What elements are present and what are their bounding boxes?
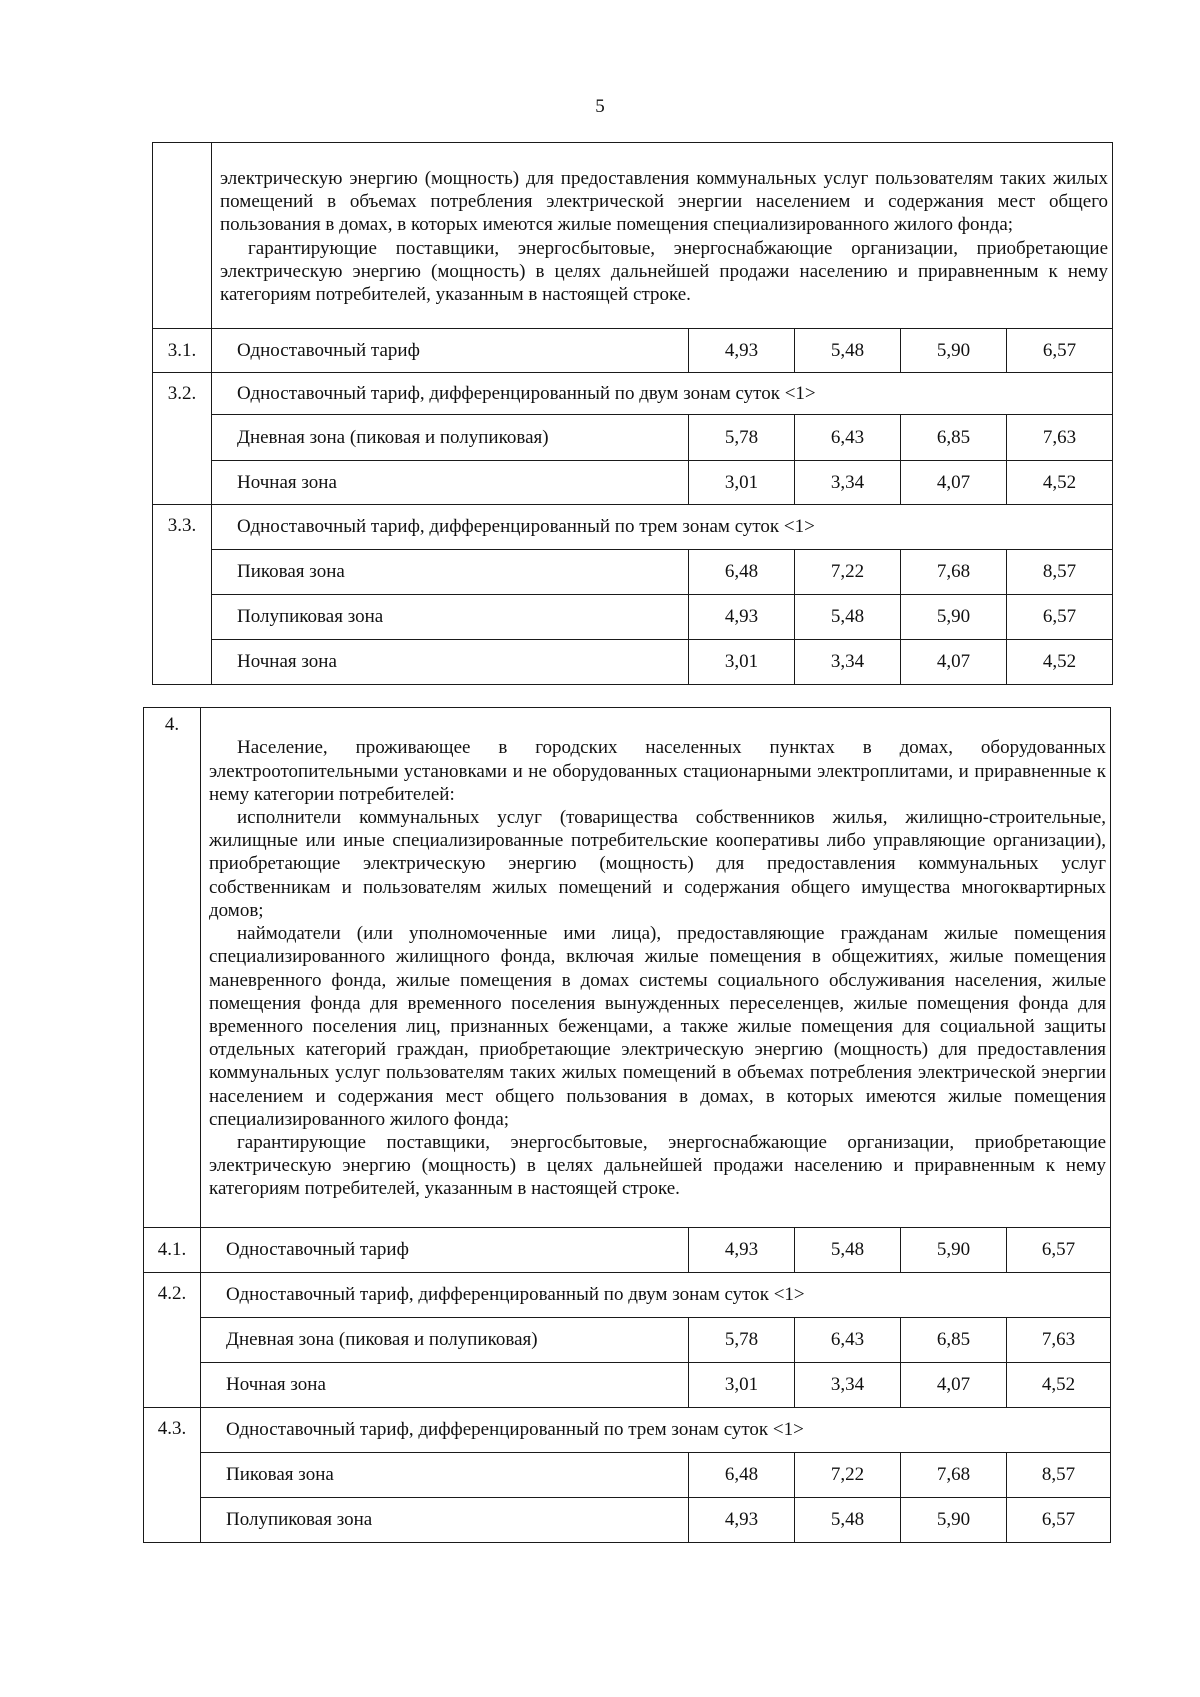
tariff-value: 8,57 — [1007, 550, 1113, 595]
table-row — [144, 1363, 1111, 1408]
row-number: 4.3. — [144, 1408, 201, 1543]
row-number: 3.3. — [153, 505, 212, 685]
tariff-value: 5,48 — [795, 1228, 901, 1273]
tariff-value: 4,07 — [901, 640, 1007, 685]
tariff-value: 6,85 — [901, 415, 1007, 461]
tariff-value: 7,22 — [795, 550, 901, 595]
tariff-label: Пиковая зона — [201, 1453, 689, 1498]
row-number-cell — [153, 143, 212, 329]
tariff-value: 4,07 — [901, 461, 1007, 505]
tariff-table-section-3 — [152, 142, 1113, 685]
tariff-label: Дневная зона (пиковая и полупиковая) — [212, 415, 689, 461]
page-number: 5 — [595, 96, 605, 117]
tariff-label: Ночная зона — [212, 461, 689, 505]
tariff-value: 7,22 — [795, 1453, 901, 1498]
description-paragraph: гарантирующие поставщики, энергосбытовые, энергоснабжающие организации, приобретающие электрическую энергию (мощность) в целях дальнейшей продажи населению и приравненным к нему категориям потребителей, указанным в настоящей строке. — [220, 237, 1109, 305]
table-row — [144, 1453, 1111, 1498]
tariff-label: Ночная зона — [212, 640, 689, 685]
tariff-value: 7,63 — [1007, 1318, 1111, 1363]
tariff-value: 5,48 — [795, 1498, 901, 1543]
tariff-group-label: Одноставочный тариф, дифференцированный по двум зонам суток <1> — [212, 373, 1113, 415]
table-row — [153, 329, 1113, 373]
tariff-value: 4,52 — [1007, 461, 1113, 505]
tariff-group-label: Одноставочный тариф, дифференцированный по трем зонам суток <1> — [212, 505, 1113, 550]
table-row — [144, 1498, 1111, 1543]
tariff-label: Дневная зона (пиковая и полупиковая) — [201, 1318, 689, 1363]
table-row — [144, 1408, 1111, 1453]
table-row — [153, 373, 1113, 415]
row-number: 4.2. — [144, 1273, 201, 1408]
description-paragraph: исполнители коммунальных услуг (товарищества собственников жилья, жилищно-строительные, жилищные или иные специализированные потребительские кооперативы либо управляющие организации), приобретающие электрическую энергию (мощность) для предоставления коммунальных услуг собственникам и пользователям жилых помещений и содержания общего имущества многоквартирных домов; — [209, 807, 1107, 921]
description-paragraph: электрическую энергию (мощность) для предоставления коммунальных услуг пользователям таких жилых помещений в объемах потребления электрической энергии населением и содержания мест общего пользования в домах, в которых имеются жилые помещения специализированного жилого фонда; — [220, 167, 1109, 236]
tariff-group-label: Одноставочный тариф, дифференцированный по двум зонам суток <1> — [201, 1273, 1111, 1318]
tariff-value: 6,48 — [689, 550, 795, 595]
tariff-value: 6,57 — [1007, 1498, 1111, 1543]
table-row — [153, 640, 1113, 685]
tariff-value: 6,57 — [1007, 329, 1113, 373]
table-row — [153, 505, 1113, 550]
tariff-value: 4,93 — [689, 329, 795, 373]
tariff-value: 6,57 — [1007, 1228, 1111, 1273]
table-row — [144, 708, 1111, 1228]
tariff-table-section-4 — [143, 707, 1111, 1543]
tariff-value: 3,34 — [795, 461, 901, 505]
table-row — [153, 550, 1113, 595]
tariff-value: 3,34 — [795, 640, 901, 685]
row-number: 4.1. — [144, 1228, 201, 1273]
tariff-value: 3,01 — [689, 640, 795, 685]
tariff-value: 6,48 — [689, 1453, 795, 1498]
tariff-label: Полупиковая зона — [212, 595, 689, 640]
table-row — [153, 143, 1113, 329]
tariff-value: 4,93 — [689, 1498, 795, 1543]
row-number: 3.2. — [153, 373, 212, 505]
tariff-value: 7,68 — [901, 550, 1007, 595]
category-description — [212, 143, 1113, 329]
tariff-label: Ночная зона — [201, 1363, 689, 1408]
description-paragraph: гарантирующие поставщики, энергосбытовые, энергоснабжающие организации, приобретающие электрическую энергию (мощность) в целях дальнейшей продажи населению и приравненным к нему категориям потребителей, указанным в настоящей строке. — [209, 1131, 1107, 1200]
tariff-value: 5,90 — [901, 1498, 1007, 1543]
tariff-label: Пиковая зона — [212, 550, 689, 595]
table-row — [153, 595, 1113, 640]
tariff-value: 3,01 — [689, 461, 795, 505]
tariff-label: Одноставочный тариф — [212, 329, 689, 373]
tariff-value: 5,90 — [901, 595, 1007, 640]
tariff-value: 7,68 — [901, 1453, 1007, 1498]
tariff-value: 5,78 — [689, 415, 795, 461]
tariff-value: 5,48 — [795, 595, 901, 640]
tariff-value: 4,52 — [1007, 640, 1113, 685]
table-row — [144, 1318, 1111, 1363]
table-row — [153, 461, 1113, 505]
table-row — [144, 1228, 1111, 1273]
tariff-value: 4,93 — [689, 1228, 795, 1273]
tariff-value: 3,01 — [689, 1363, 795, 1408]
description-paragraph: наймодатели (или уполномоченные ими лица), предоставляющие гражданам жилые помещения специализированного жилищного фонда, включая жилые помещения в общежитиях, жилые помещения маневренного фонда, жилые помещения в домах системы социального обслуживания населения, жилые помещения фонда для временного поселения вынужденных переселенцев, жилые помещения фонда для временного поселения лиц, признанных беженцами, а также жилые помещения для социальной защиты отдельных категорий граждан, приобретающие электрическую энергию (мощность) для предоставления коммунальных услуг пользователям таких жилых помещений в объемах потребления электрической энергии населением и содержания мест общего пользования в домах, в которых имеются жилые помещения специализированного жилого фонда; — [209, 923, 1107, 1130]
tariff-value: 5,48 — [795, 329, 901, 373]
row-number: 4. — [144, 708, 201, 1228]
table-row — [144, 1273, 1111, 1318]
tariff-value: 6,85 — [901, 1318, 1007, 1363]
tariff-value: 8,57 — [1007, 1453, 1111, 1498]
tariff-label: Полупиковая зона — [201, 1498, 689, 1543]
tariff-value: 3,34 — [795, 1363, 901, 1408]
tariff-value: 6,57 — [1007, 595, 1113, 640]
tariff-group-label: Одноставочный тариф, дифференцированный по трем зонам суток <1> — [201, 1408, 1111, 1453]
tariff-value: 4,93 — [689, 595, 795, 640]
row-number: 3.1. — [153, 329, 212, 373]
tariff-value: 4,52 — [1007, 1363, 1111, 1408]
tariff-value: 5,90 — [901, 329, 1007, 373]
tariff-value: 6,43 — [795, 1318, 901, 1363]
table-row — [153, 415, 1113, 461]
tariff-value: 5,78 — [689, 1318, 795, 1363]
description-paragraph: Население, проживающее в городских населенных пунктах в домах, оборудованных электроотопительными установками и не оборудованных стационарными электроплитами, и приравненные к нему категории потребителей: — [209, 737, 1107, 805]
category-description — [201, 708, 1111, 1228]
tariff-value: 7,63 — [1007, 415, 1113, 461]
tariff-value: 4,07 — [901, 1363, 1007, 1408]
tariff-value: 6,43 — [795, 415, 901, 461]
tariff-label: Одноставочный тариф — [201, 1228, 689, 1273]
tariff-value: 5,90 — [901, 1228, 1007, 1273]
